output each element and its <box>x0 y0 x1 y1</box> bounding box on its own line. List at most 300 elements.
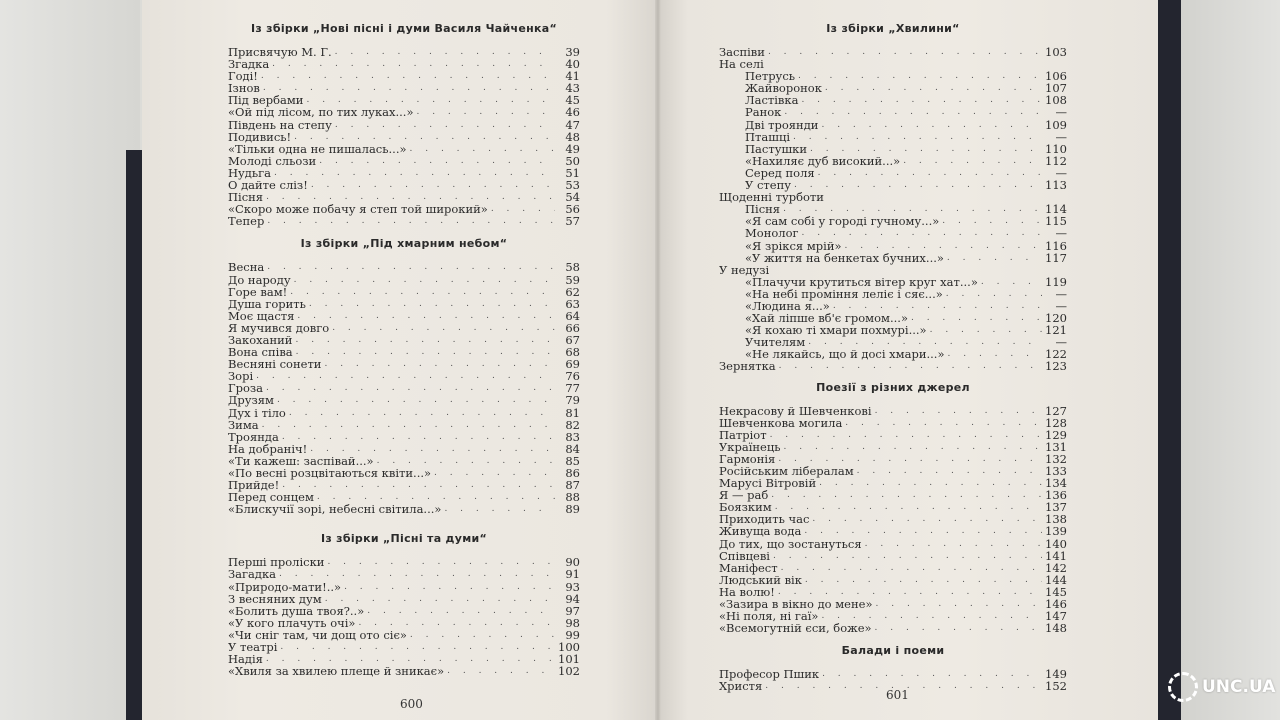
entry-page-number: 89 <box>565 502 580 517</box>
toc-entry <box>719 477 1067 489</box>
entry-title: У степу <box>745 178 792 193</box>
entry-title: Живуща вода <box>719 524 802 539</box>
entry-title: Подивись! <box>228 129 292 144</box>
entry-title: Щоденні турботи <box>719 190 824 205</box>
entry-title: «Скоро може побачу я степ той широкий» <box>228 202 488 217</box>
dot-leader <box>367 605 555 617</box>
dot-leader <box>773 550 1042 562</box>
entry-page-number: 116 <box>1045 238 1067 253</box>
entry-page-number: 112 <box>1045 153 1067 168</box>
toc-entry <box>228 665 580 677</box>
dot-leader <box>266 382 555 394</box>
entry-page-number: 40 <box>565 57 580 72</box>
section-gap <box>228 515 580 532</box>
entry-page-number: 121 <box>1045 323 1067 338</box>
entry-page-number: 45 <box>565 93 580 108</box>
dot-leader <box>876 598 1043 610</box>
entry-page-number: 103 <box>1045 45 1067 59</box>
entry-page-number: 147 <box>1045 609 1067 624</box>
left-page-contents <box>228 22 580 677</box>
toc-entry <box>228 419 580 431</box>
entry-title: У недузі <box>719 262 770 277</box>
section-title: Із збірки „Хвилини“ <box>826 22 960 35</box>
entry-title: «Зазира в вікно до мене» <box>719 597 873 612</box>
entry-page-number: 58 <box>565 260 580 275</box>
entry-title: Перші проліски <box>228 555 325 570</box>
background-left <box>0 0 140 720</box>
entry-title: «Хай ліпше вб'є громом...» <box>745 311 908 326</box>
dot-leader <box>981 276 1042 288</box>
entry-page-number: 76 <box>565 369 580 384</box>
entry-page-number: 67 <box>565 332 580 347</box>
dot-leader <box>282 479 555 491</box>
entry-title: Я мучився довго <box>228 320 330 335</box>
entry-page-number: 101 <box>558 652 580 667</box>
entry-page-number: 141 <box>1045 548 1067 563</box>
dot-leader <box>812 513 1042 525</box>
dot-leader <box>410 629 555 641</box>
section-title: Із збірки „Нові пісні і думи Василя Чайченка“ <box>250 22 558 35</box>
background-right <box>1180 0 1280 720</box>
toc-entry <box>719 264 1067 276</box>
entry-page-number: 129 <box>1045 427 1067 442</box>
toc-entry <box>228 179 580 191</box>
dot-leader <box>274 167 555 179</box>
dot-leader <box>821 119 1042 131</box>
entry-page-number: 142 <box>1045 560 1067 575</box>
toc-entry <box>228 394 580 406</box>
toc-entry <box>719 227 1067 239</box>
dot-leader <box>845 240 1042 252</box>
entry-page-number: 123 <box>1045 359 1067 374</box>
entry-page-number: 50 <box>565 153 580 168</box>
entry-title: «Чи сніг там, чи дощ ото сіє» <box>228 627 407 642</box>
entry-page-number: 62 <box>565 284 580 299</box>
entry-page-number: 39 <box>565 45 580 59</box>
entry-page-number: — <box>1055 165 1067 180</box>
entry-page-number: 90 <box>565 555 580 570</box>
entry-title: «Болить душа твоя?..» <box>228 603 365 618</box>
toc-entry <box>228 46 580 58</box>
dot-leader <box>947 252 1042 264</box>
dot-leader <box>903 155 1042 167</box>
entry-page-number: 93 <box>565 579 580 594</box>
section-title: Поезії з різних джерел <box>816 380 970 394</box>
entry-title: Монолог <box>745 226 799 241</box>
entry-title: Шевченкова могила <box>719 415 843 430</box>
entry-title: Ізнов <box>228 81 260 96</box>
dot-leader <box>801 94 1042 106</box>
toc-entry <box>719 405 1067 417</box>
entry-title: На селі <box>719 57 764 72</box>
toc-entry <box>719 417 1067 429</box>
entry-title: Вона співа <box>228 345 293 360</box>
entry-title: «На небі проміння леліє і сяє...» <box>745 286 943 301</box>
entry-title: Ластівка <box>745 93 799 108</box>
section-title: Із збірки „Під хмарним небом“ <box>300 237 508 251</box>
entry-title: Зорі <box>228 369 254 384</box>
dot-leader <box>335 119 555 131</box>
toc-entry <box>228 641 580 653</box>
dot-leader <box>491 203 555 215</box>
toc-entry <box>719 360 1067 372</box>
toc-entry <box>228 358 580 370</box>
entry-page-number: 88 <box>565 490 580 505</box>
entry-title: Гармонія <box>719 451 776 466</box>
dot-leader <box>267 215 555 227</box>
section-gap <box>228 227 580 237</box>
dot-leader <box>875 622 1042 634</box>
dot-leader <box>825 82 1042 94</box>
toc-entry <box>228 215 580 227</box>
entry-title: Моє щастя <box>228 308 295 323</box>
entry-title: Закоханий <box>228 332 293 347</box>
entry-title: «Ні поля, ні гаї» <box>719 609 819 624</box>
entry-page-number: 49 <box>565 141 580 156</box>
entry-page-number: 146 <box>1045 597 1067 612</box>
dot-leader <box>775 501 1042 513</box>
dot-leader <box>282 431 555 443</box>
dot-leader <box>277 394 555 406</box>
dot-leader <box>311 179 555 191</box>
entry-title: Надія <box>228 652 263 667</box>
dot-leader <box>768 46 1042 58</box>
dot-leader <box>410 143 555 155</box>
entry-title: Пісня <box>228 190 264 205</box>
dot-leader <box>296 346 555 358</box>
entry-title: «Я сам собі у городі гучному...» <box>745 214 940 229</box>
toc-entry <box>228 274 580 286</box>
dot-leader <box>327 556 555 568</box>
entry-title: Дух і тіло <box>228 405 286 420</box>
toc-entry <box>719 131 1067 143</box>
toc-entry <box>228 431 580 443</box>
right-page-number: 601 <box>886 688 909 702</box>
entry-page-number: 122 <box>1045 347 1067 362</box>
entry-page-number: 136 <box>1045 488 1067 503</box>
toc-entry <box>228 106 580 118</box>
entry-title: Маніфест <box>719 560 778 575</box>
entry-title: Некрасову й Шевченкові <box>719 403 872 418</box>
entry-page-number: 86 <box>565 466 580 480</box>
toc-entry <box>228 568 580 580</box>
dot-leader <box>946 288 1042 300</box>
entry-title: Згадка <box>228 57 270 72</box>
dot-leader <box>779 360 1042 372</box>
dot-leader <box>794 179 1042 191</box>
dot-leader <box>309 298 555 310</box>
entry-title: «По весні розцвітаються квіти...» <box>228 466 432 480</box>
dot-leader <box>784 106 1042 118</box>
dot-leader <box>942 215 1042 227</box>
entry-page-number: 51 <box>565 165 580 180</box>
entry-page-number: 110 <box>1045 141 1067 156</box>
toc-entry <box>228 593 580 605</box>
section-title: Із збірки „Пісні та думи“ <box>320 532 488 546</box>
entry-title: Молоді сльози <box>228 153 317 168</box>
entry-title: Патріот <box>719 427 767 442</box>
entry-title: «Всемогутній єси, боже» <box>719 621 872 636</box>
entry-title: Гроза <box>228 381 264 396</box>
entry-page-number: 47 <box>565 117 580 132</box>
toc-entry <box>719 240 1067 252</box>
entry-title: Марусі Вітровій <box>719 476 817 491</box>
dot-leader <box>822 668 1042 680</box>
dot-leader <box>289 407 555 419</box>
dot-leader <box>793 131 1042 143</box>
entry-page-number: 108 <box>1045 93 1067 108</box>
entry-page-number: 66 <box>565 320 580 335</box>
entry-title: «Я зрікся мрій» <box>745 238 842 253</box>
entry-page-number: 77 <box>565 381 580 396</box>
entry-page-number: 98 <box>565 615 580 630</box>
entry-page-number: 128 <box>1045 415 1067 430</box>
dot-leader <box>262 419 555 431</box>
dot-leader <box>798 70 1042 82</box>
toc-entry <box>719 668 1067 680</box>
dot-leader <box>845 417 1042 429</box>
entry-page-number: — <box>1055 105 1067 120</box>
entry-page-number: 87 <box>565 478 580 493</box>
entry-page-number: — <box>1055 335 1067 350</box>
entry-page-number: 94 <box>565 591 580 606</box>
book-gutter <box>655 0 661 720</box>
entry-title: Душа горить <box>228 296 306 311</box>
dot-leader <box>335 46 555 58</box>
entry-title: Загадка <box>228 567 277 582</box>
entry-page-number: 57 <box>565 214 580 229</box>
entry-page-number: 82 <box>565 417 580 432</box>
entry-title: «Ой під лісом, по тих луках...» <box>228 105 414 120</box>
entry-page-number: 134 <box>1045 476 1067 491</box>
entry-page-number: 127 <box>1045 403 1067 418</box>
entry-page-number: 64 <box>565 308 580 323</box>
entry-title: Ранок <box>745 105 782 120</box>
entry-title: Весняні сонети <box>228 357 322 372</box>
entry-page-number: 102 <box>558 664 580 679</box>
entry-title: Пташці <box>745 129 791 144</box>
entry-title: Пісня <box>745 202 781 217</box>
entry-page-number: 63 <box>565 296 580 311</box>
toc-entry <box>719 106 1067 118</box>
dot-leader <box>263 82 555 94</box>
toc-entry <box>719 252 1067 264</box>
entry-title: «У кого плачуть очі» <box>228 615 356 630</box>
dot-leader <box>280 641 555 653</box>
dot-leader <box>770 429 1042 441</box>
entry-title: Людський вік <box>719 572 802 587</box>
entry-title: Приходить час <box>719 512 810 527</box>
entry-page-number: 114 <box>1045 202 1067 217</box>
dot-leader <box>818 167 1042 179</box>
entry-page-number: 97 <box>565 603 580 618</box>
entry-title: «Блискучії зорі, небесні світила...» <box>228 502 442 517</box>
toc-entry <box>228 286 580 298</box>
entry-page-number: 56 <box>565 202 580 217</box>
entry-page-number: 79 <box>565 393 580 408</box>
toc-entry <box>719 46 1067 58</box>
dot-leader <box>784 441 1042 453</box>
dot-leader <box>444 503 555 515</box>
dot-leader <box>290 286 555 298</box>
dot-leader <box>279 568 555 580</box>
dot-leader <box>416 106 555 118</box>
entry-title: Присвячую М. Г. <box>228 45 332 59</box>
entry-page-number: — <box>1055 129 1067 144</box>
entry-page-number: — <box>1055 298 1067 313</box>
section-gap <box>719 634 1067 644</box>
entry-title: Серед поля <box>745 165 815 180</box>
entry-page-number: 91 <box>565 567 580 582</box>
entry-title: «Природо-мати!..» <box>228 579 342 594</box>
toc-entry <box>719 429 1067 441</box>
dot-leader <box>930 324 1042 336</box>
entry-page-number: 149 <box>1045 667 1067 682</box>
watermark <box>1168 660 1278 714</box>
book-cover-right-edge <box>1155 0 1181 720</box>
toc-entry <box>719 119 1067 131</box>
entry-title: Зима <box>228 417 259 432</box>
entry-title: Нудьга <box>228 165 272 180</box>
entry-title: Українець <box>719 439 781 454</box>
entry-title: Південь на степу <box>228 117 332 132</box>
entry-page-number: 133 <box>1045 464 1067 478</box>
toc-entry <box>719 538 1067 550</box>
entry-page-number: 43 <box>565 81 580 96</box>
entry-title: З весняних дум <box>228 591 322 606</box>
dot-leader <box>948 348 1043 360</box>
entry-page-number: 106 <box>1045 69 1067 84</box>
dot-leader <box>865 538 1042 550</box>
dot-leader <box>344 581 555 593</box>
entry-title: Весна <box>228 260 265 275</box>
entry-title: Заспіви <box>719 45 765 59</box>
toc-entry <box>228 581 580 593</box>
toc-entry <box>228 70 580 82</box>
toc-entry <box>228 58 580 70</box>
entry-title: «Ти кажеш: заспівай...» <box>228 453 374 468</box>
entry-title: До народу <box>228 272 291 287</box>
dot-leader <box>261 70 555 82</box>
entry-title: Пастушки <box>745 141 807 156</box>
entry-page-number: 144 <box>1045 572 1067 587</box>
entry-page-number: 99 <box>565 627 580 642</box>
dot-leader <box>297 310 555 322</box>
dot-leader <box>857 465 1042 477</box>
entry-title: У театрі <box>228 640 278 655</box>
entry-title: Боязким <box>719 500 772 515</box>
dot-leader <box>805 574 1042 586</box>
entry-page-number: 152 <box>1045 679 1067 694</box>
entry-title: Христя <box>719 679 763 694</box>
entry-title: «Нахиляє дуб високий...» <box>745 153 901 168</box>
dot-leader <box>324 358 555 370</box>
entry-page-number: 81 <box>565 405 580 420</box>
entry-page-number: 138 <box>1045 512 1067 527</box>
entry-page-number: 145 <box>1045 584 1067 599</box>
entry-title: Петрусь <box>745 69 796 84</box>
dot-leader <box>295 334 555 346</box>
entry-title: «Хвиля за хвилею плеще й зникає» <box>228 664 445 679</box>
dot-leader <box>272 58 555 70</box>
dot-leader <box>319 155 555 167</box>
dot-leader <box>434 467 555 479</box>
toc-entry <box>719 550 1067 562</box>
entry-title: «Плачучи крутиться вітер круг хат...» <box>745 274 978 289</box>
toc-entry <box>228 382 580 394</box>
entry-title: Під вербами <box>228 93 304 108</box>
dot-leader <box>802 227 1042 239</box>
entry-page-number: — <box>1055 226 1067 241</box>
section-title: Балади і поеми <box>841 644 945 658</box>
dot-leader <box>332 322 555 334</box>
toc-entry <box>228 629 580 641</box>
dot-leader <box>267 261 555 273</box>
toc-entry <box>228 119 580 131</box>
dot-leader <box>447 665 555 677</box>
entry-title: Тепер <box>228 214 265 229</box>
entry-page-number: 85 <box>565 453 580 468</box>
entry-page-number: 120 <box>1045 311 1067 326</box>
entry-title: Дві троянди <box>745 117 819 132</box>
entry-page-number: 139 <box>1045 524 1067 539</box>
entry-page-number: 68 <box>565 345 580 360</box>
entry-title: Друзям <box>228 393 274 408</box>
dot-leader <box>325 593 555 605</box>
right-page-contents <box>719 22 1067 693</box>
entry-title: На волю! <box>719 584 775 599</box>
entry-page-number: 113 <box>1045 178 1067 193</box>
entry-page-number: 54 <box>565 190 580 205</box>
toc-entry <box>228 203 580 215</box>
toc-entry <box>228 370 580 382</box>
entry-title: Учителям <box>745 335 806 350</box>
watermark-text: UNC.UA <box>1202 677 1276 697</box>
entry-page-number: — <box>1055 286 1067 301</box>
toc-entry <box>228 467 580 479</box>
entry-title: «Я кохаю ті хмари похмурі...» <box>745 323 927 338</box>
toc-entry <box>719 622 1067 634</box>
dot-leader <box>819 477 1042 489</box>
dot-leader <box>771 489 1042 501</box>
entry-page-number: 119 <box>1045 274 1067 289</box>
entry-page-number: 53 <box>565 178 580 193</box>
entry-title: Прийде! <box>228 478 280 493</box>
toc-entry <box>719 525 1067 537</box>
entry-title: Професор Пшик <box>719 667 820 682</box>
entry-page-number: 59 <box>565 272 580 287</box>
entry-title: Перед сонцем <box>228 490 314 505</box>
entry-title: До тих, що зостануться <box>719 536 862 551</box>
toc-entry <box>228 131 580 143</box>
entry-title: Троянда <box>228 429 279 444</box>
entry-title: Я — раб <box>719 488 769 503</box>
entry-page-number: 132 <box>1045 451 1067 466</box>
entry-title: Горе вам! <box>228 284 288 299</box>
toc-entry <box>228 298 580 310</box>
entry-title: «Не лякайсь, що й досі хмари...» <box>745 347 945 362</box>
entry-page-number: 109 <box>1045 117 1067 132</box>
entry-page-number: 140 <box>1045 536 1067 551</box>
entry-page-number: 83 <box>565 429 580 444</box>
sun-logo-icon <box>1168 672 1198 702</box>
entry-title: О дайте сліз! <box>228 178 308 193</box>
entry-title: «Тільки одна не пишалась...» <box>228 141 407 156</box>
dot-leader <box>804 525 1042 537</box>
entry-title: Російським лібералам <box>719 464 854 478</box>
dot-leader <box>294 274 555 286</box>
entry-title: Зернятка <box>719 359 776 374</box>
